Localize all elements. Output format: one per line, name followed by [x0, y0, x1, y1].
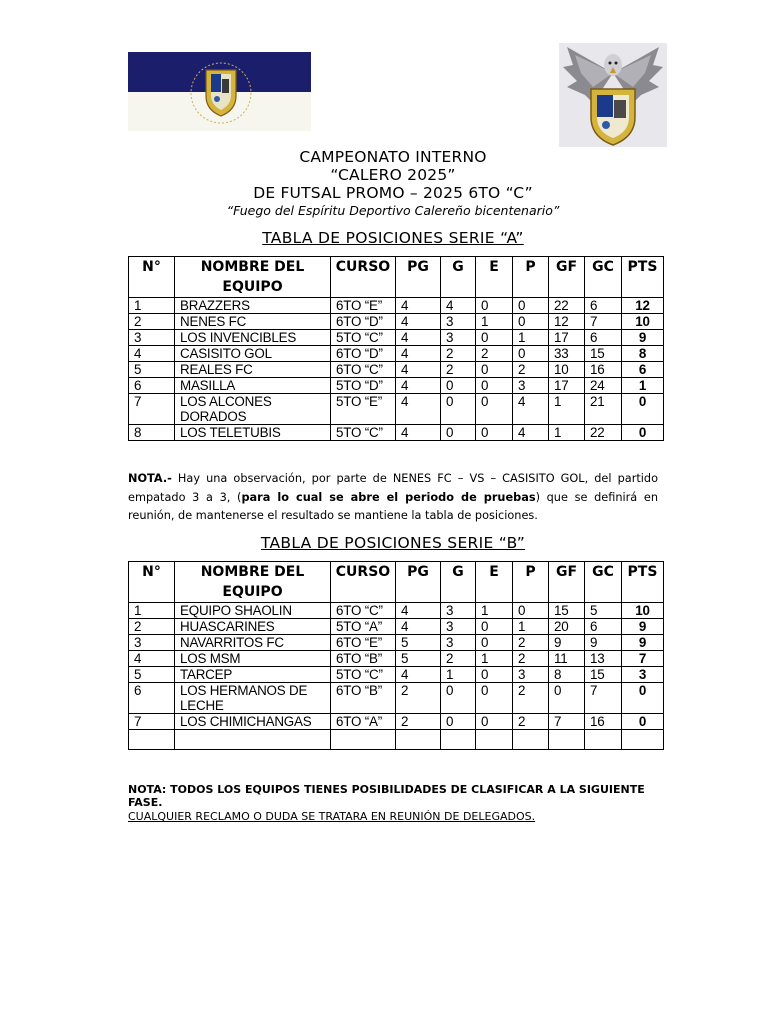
table-cell: 5TO “C”: [331, 667, 396, 683]
table-cell: 12: [549, 314, 585, 330]
table-cell: 4: [441, 298, 476, 314]
table-cell: 7: [585, 314, 622, 330]
column-header: N°: [129, 562, 175, 603]
table-cell: 0: [441, 714, 476, 730]
points-cell: 0: [622, 683, 664, 714]
title-line-3: DE FUTSAL PROMO – 2025 6TO “C”: [253, 184, 533, 202]
table-row: [129, 603, 664, 619]
table-cell: MASILLA: [175, 378, 331, 394]
table-cell: 6: [585, 330, 622, 346]
table-cell: 16: [585, 362, 622, 378]
table-cell: 5TO “D”: [331, 378, 396, 394]
table-cell: 0: [476, 714, 513, 730]
table-cell: 24: [585, 378, 622, 394]
column-header: PTS: [622, 562, 664, 603]
table-cell: 2: [129, 619, 175, 635]
reclamo-note: CUALQUIER RECLAMO O DUDA SE TRATARA EN REUNIÓN DE DELEGADOS.: [128, 810, 536, 823]
column-header: NOMBRE DEL EQUIPO: [175, 562, 331, 603]
title-line-1: CAMPEONATO INTERNO: [299, 148, 487, 166]
table-cell: 4: [396, 298, 441, 314]
table-cell: 17: [549, 330, 585, 346]
table-cell: HUASCARINES: [175, 619, 331, 635]
table-cell: 4: [129, 346, 175, 362]
table-cell: [476, 730, 513, 750]
table-cell: 0: [476, 683, 513, 714]
table-cell: 6: [585, 619, 622, 635]
table-cell: [331, 730, 396, 750]
nota-bold: para lo cual se abre el periodo de pruebas: [241, 490, 536, 504]
table-cell: 4: [396, 394, 441, 425]
table-cell: 6TO “B”: [331, 651, 396, 667]
table-cell: 0: [476, 635, 513, 651]
table-row: [129, 667, 664, 683]
table-cell: 4: [396, 314, 441, 330]
table-cell: 3: [441, 330, 476, 346]
table-cell: 0: [476, 330, 513, 346]
table-cell: LOS INVENCIBLES: [175, 330, 331, 346]
table-cell: [175, 730, 331, 750]
table-cell: 4: [513, 425, 549, 441]
table-cell: 2: [476, 346, 513, 362]
nota-observacion: [128, 470, 658, 526]
table-cell: LOS HERMANOS DE LECHE: [175, 683, 331, 714]
points-cell: 1: [622, 378, 664, 394]
table-cell: 0: [476, 298, 513, 314]
table-cell: 5TO “A”: [331, 619, 396, 635]
column-header: CURSO: [331, 257, 396, 298]
table-cell: 0: [441, 378, 476, 394]
table-row: [129, 683, 664, 714]
table-cell: 21: [585, 394, 622, 425]
points-cell: 10: [622, 314, 664, 330]
table-cell: 1: [476, 651, 513, 667]
table-cell: 4: [513, 394, 549, 425]
table-cell: 6TO “D”: [331, 346, 396, 362]
points-cell: 0: [622, 394, 664, 425]
table-cell: 0: [513, 298, 549, 314]
table-cell: 6TO “E”: [331, 635, 396, 651]
table-cell: 3: [513, 378, 549, 394]
table-cell: 0: [513, 314, 549, 330]
table-cell: 2: [513, 683, 549, 714]
table-row: [129, 425, 664, 441]
table-cell: 22: [585, 425, 622, 441]
table-cell: 0: [476, 394, 513, 425]
serie-b-table: [128, 561, 664, 750]
points-cell: 0: [622, 425, 664, 441]
table-cell: 6: [585, 298, 622, 314]
table-cell: 15: [585, 667, 622, 683]
table-cell: 1: [476, 603, 513, 619]
table-cell: 1: [549, 394, 585, 425]
table-cell: 4: [396, 362, 441, 378]
column-header: E: [476, 562, 513, 603]
table-cell: 4: [396, 425, 441, 441]
table-cell: 5: [396, 651, 441, 667]
table-cell: 8: [549, 667, 585, 683]
table-cell: 7: [129, 394, 175, 425]
table-row: [129, 362, 664, 378]
table-cell: 5: [585, 603, 622, 619]
table-cell: 10: [549, 362, 585, 378]
table-cell: 6TO “A”: [331, 714, 396, 730]
points-cell: [622, 730, 664, 750]
table-cell: 4: [396, 667, 441, 683]
serie-a-table: [128, 256, 664, 441]
table-cell: 3: [441, 635, 476, 651]
nota-label: NOTA.-: [128, 472, 172, 485]
table-cell: 3: [441, 603, 476, 619]
table-cell: 2: [513, 651, 549, 667]
table-cell: 5: [129, 667, 175, 683]
table-cell: 2: [396, 683, 441, 714]
table-cell: 1: [129, 603, 175, 619]
table-cell: 9: [549, 635, 585, 651]
school-flag-logo: [128, 52, 311, 131]
table-cell: CASISITO GOL: [175, 346, 331, 362]
table-cell: 15: [585, 346, 622, 362]
column-header: N°: [129, 257, 175, 298]
table-cell: 2: [441, 346, 476, 362]
column-header: GF: [549, 562, 585, 603]
motto: “Fuego del Espíritu Deportivo Calereño bicentenario”: [226, 203, 560, 218]
points-cell: 3: [622, 667, 664, 683]
points-cell: 8: [622, 346, 664, 362]
table-row: [129, 394, 664, 425]
table-cell: 6TO “E”: [331, 298, 396, 314]
table-cell: 2: [396, 714, 441, 730]
table-cell: 1: [476, 314, 513, 330]
table-row: [129, 314, 664, 330]
table-cell: 5TO “E”: [331, 394, 396, 425]
table-cell: 1: [129, 298, 175, 314]
table-cell: 4: [396, 619, 441, 635]
header-row: [129, 562, 664, 603]
header-row: [129, 257, 664, 298]
table-cell: 0: [476, 425, 513, 441]
table-cell: 4: [396, 330, 441, 346]
table-cell: 5: [129, 362, 175, 378]
title-line-2: “CALERO 2025”: [330, 166, 456, 184]
serie-b-heading: TABLA DE POSICIONES SERIE “B”: [260, 534, 526, 552]
column-header: PTS: [622, 257, 664, 298]
table-cell: 6: [129, 378, 175, 394]
table-cell: 5TO “C”: [331, 425, 396, 441]
column-header: CURSO: [331, 562, 396, 603]
table-cell: 0: [476, 619, 513, 635]
column-header: GC: [585, 257, 622, 298]
table-row: [129, 619, 664, 635]
table-cell: 22: [549, 298, 585, 314]
table-cell: LOS MSM: [175, 651, 331, 667]
table-row: [129, 298, 664, 314]
table-cell: 3: [441, 314, 476, 330]
eagle-shield-logo: [559, 43, 667, 147]
table-cell: 0: [476, 362, 513, 378]
table-row: [129, 346, 664, 362]
table-cell: 0: [549, 683, 585, 714]
points-cell: 9: [622, 619, 664, 635]
table-cell: [585, 730, 622, 750]
table-cell: 6TO “D”: [331, 314, 396, 330]
table-cell: 3: [441, 619, 476, 635]
table-cell: [513, 730, 549, 750]
column-header: GC: [585, 562, 622, 603]
table-cell: 7: [585, 683, 622, 714]
table-cell: 8: [129, 425, 175, 441]
table-cell: 2: [513, 714, 549, 730]
points-cell: 9: [622, 635, 664, 651]
column-header: PG: [396, 257, 441, 298]
table-cell: 2: [441, 362, 476, 378]
table-cell: 0: [441, 425, 476, 441]
table-cell: 6TO “B”: [331, 683, 396, 714]
table-cell: LOS ALCONES DORADOS: [175, 394, 331, 425]
table-row: [129, 651, 664, 667]
column-header: NOMBRE DEL EQUIPO: [175, 257, 331, 298]
table-cell: 20: [549, 619, 585, 635]
table-row: [129, 635, 664, 651]
table-cell: 3: [129, 330, 175, 346]
table-cell: [129, 730, 175, 750]
table-row: [129, 714, 664, 730]
table-cell: 1: [513, 619, 549, 635]
column-header: GF: [549, 257, 585, 298]
table-cell: 11: [549, 651, 585, 667]
nota-text-2: ) que se definirá en reunión, de mantenerse el resultado se mantiene la tabla de posiciones.: [128, 490, 658, 522]
table-cell: 2: [441, 651, 476, 667]
table-cell: NENES FC: [175, 314, 331, 330]
table-row: [129, 730, 664, 750]
column-header: G: [441, 257, 476, 298]
table-cell: 6TO “C”: [331, 362, 396, 378]
table-cell: 5TO “C”: [331, 330, 396, 346]
table-cell: 1: [513, 330, 549, 346]
table-cell: 4: [129, 651, 175, 667]
table-cell: 4: [396, 346, 441, 362]
table-cell: [396, 730, 441, 750]
points-cell: 9: [622, 330, 664, 346]
table-cell: [549, 730, 585, 750]
nota-text-1: Hay una observación, por parte de NENES FC – VS – CASISITO GOL, del partido empatado 3 a 3, (: [128, 472, 658, 504]
table-cell: 0: [441, 683, 476, 714]
points-cell: 7: [622, 651, 664, 667]
table-cell: 33: [549, 346, 585, 362]
table-cell: 9: [585, 635, 622, 651]
column-header: E: [476, 257, 513, 298]
table-cell: 6TO “C”: [331, 603, 396, 619]
points-cell: 10: [622, 603, 664, 619]
table-cell: TARCEP: [175, 667, 331, 683]
points-cell: 12: [622, 298, 664, 314]
table-cell: 0: [513, 603, 549, 619]
table-cell: 16: [585, 714, 622, 730]
table-cell: 2: [513, 635, 549, 651]
table-cell: 13: [585, 651, 622, 667]
table-cell: 7: [129, 714, 175, 730]
table-cell: LOS CHIMICHANGAS: [175, 714, 331, 730]
table-cell: 3: [513, 667, 549, 683]
column-header: G: [441, 562, 476, 603]
title-block: [128, 148, 658, 219]
table-cell: 5: [396, 635, 441, 651]
points-cell: 0: [622, 714, 664, 730]
table-row: [129, 378, 664, 394]
column-header: P: [513, 562, 549, 603]
table-cell: 15: [549, 603, 585, 619]
table-cell: 0: [476, 378, 513, 394]
table-cell: 4: [396, 603, 441, 619]
table-cell: 0: [476, 667, 513, 683]
table-cell: [441, 730, 476, 750]
table-cell: 4: [396, 378, 441, 394]
nota-clasificar: NOTA: TODOS LOS EQUIPOS TIENES POSIBILIDADES DE CLASIFICAR A LA SIGUIENTE FASE.: [128, 783, 645, 809]
table-cell: 2: [513, 362, 549, 378]
table-cell: 1: [549, 425, 585, 441]
table-cell: 6: [129, 683, 175, 714]
table-cell: EQUIPO SHAOLIN: [175, 603, 331, 619]
column-header: PG: [396, 562, 441, 603]
table-cell: BRAZZERS: [175, 298, 331, 314]
table-cell: 17: [549, 378, 585, 394]
points-cell: 6: [622, 362, 664, 378]
table-row: [129, 330, 664, 346]
table-cell: 1: [441, 667, 476, 683]
table-cell: LOS TELETUBIS: [175, 425, 331, 441]
table-cell: 0: [513, 346, 549, 362]
table-cell: 7: [549, 714, 585, 730]
serie-a-heading: TABLA DE POSICIONES SERIE “A”: [262, 229, 524, 247]
column-header: P: [513, 257, 549, 298]
table-cell: 0: [441, 394, 476, 425]
table-cell: 2: [129, 314, 175, 330]
table-cell: NAVARRITOS FC: [175, 635, 331, 651]
table-cell: REALES FC: [175, 362, 331, 378]
table-cell: 3: [129, 635, 175, 651]
